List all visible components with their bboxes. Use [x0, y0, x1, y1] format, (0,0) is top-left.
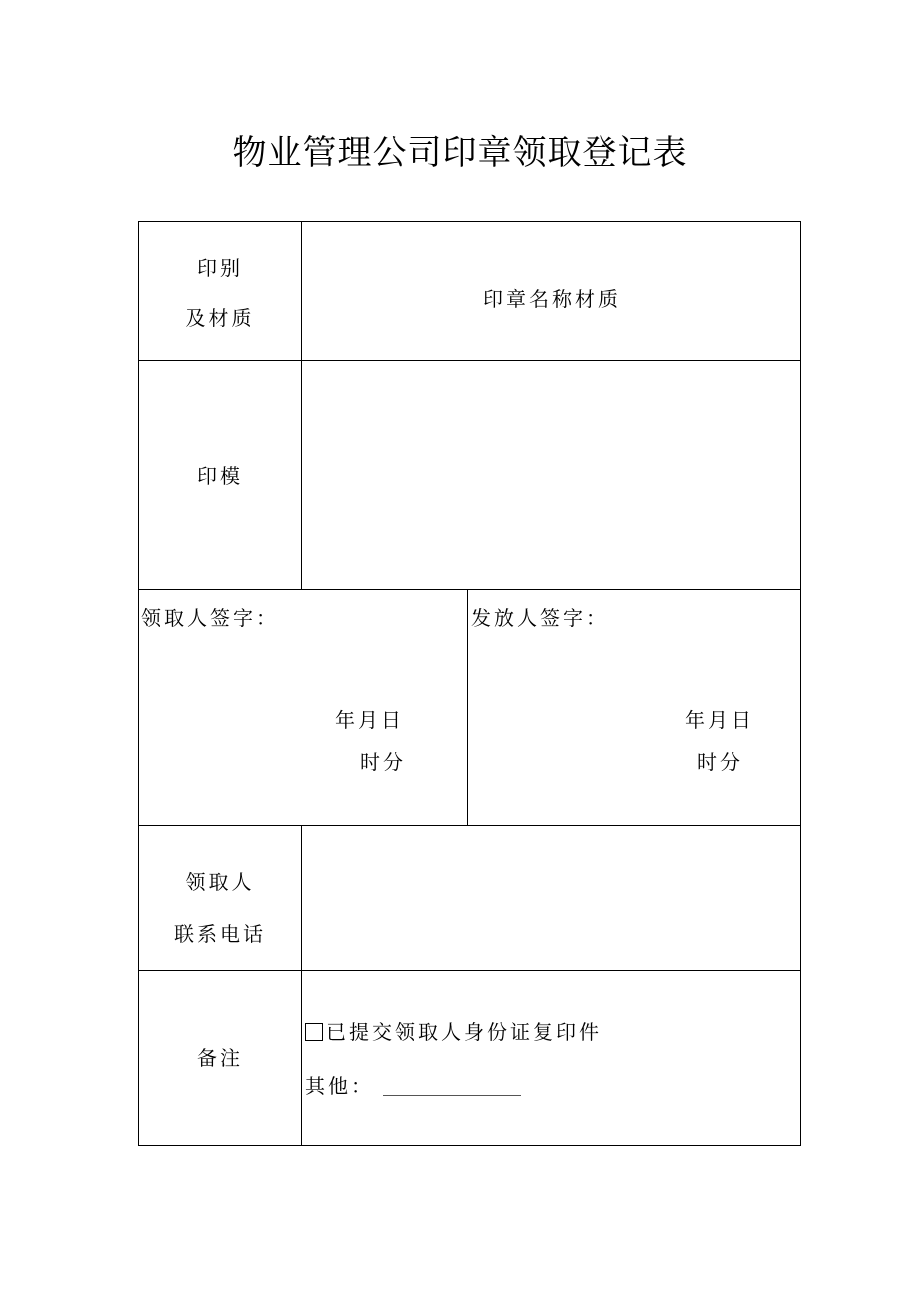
id-copy-checkbox-row[interactable] [305, 1018, 602, 1046]
issuer-signature-label: 发放人签字： [471, 606, 609, 630]
column-divider [467, 589, 468, 825]
contact-phone-field[interactable] [302, 826, 800, 969]
seal-type-label-line2: 及材质 [185, 306, 255, 330]
seal-type-label-line1: 印别 [197, 256, 243, 280]
contact-label-line2: 联系电话 [174, 922, 266, 946]
row-divider [139, 589, 800, 590]
issuer-date-label: 年月日 [685, 708, 754, 732]
seal-register-form [138, 221, 801, 1146]
issuer-signature-area[interactable] [469, 642, 799, 822]
other-input-line[interactable] [383, 1095, 521, 1096]
receiver-signature-area[interactable] [139, 642, 466, 822]
receiver-date-label: 年月日 [335, 708, 404, 732]
id-copy-checkbox[interactable] [305, 1023, 323, 1041]
other-label: 其他： [305, 1074, 374, 1098]
seal-name-material-field[interactable]: 印章名称材质 [483, 287, 621, 311]
seal-impression-label: 印模 [197, 464, 243, 488]
remarks-label: 备注 [197, 1046, 243, 1070]
issuer-time-label: 时分 [697, 750, 743, 774]
page-title: 物业管理公司印章领取登记表 [232, 133, 688, 173]
id-copy-checkbox-label: 已提交领取人身份证复印件 [326, 1020, 602, 1044]
row-divider [139, 970, 800, 971]
receiver-time-label: 时分 [360, 750, 406, 774]
contact-label-line1: 领取人 [185, 870, 255, 894]
receiver-signature-label: 领取人签字： [141, 606, 279, 630]
seal-impression-area[interactable] [302, 361, 800, 588]
